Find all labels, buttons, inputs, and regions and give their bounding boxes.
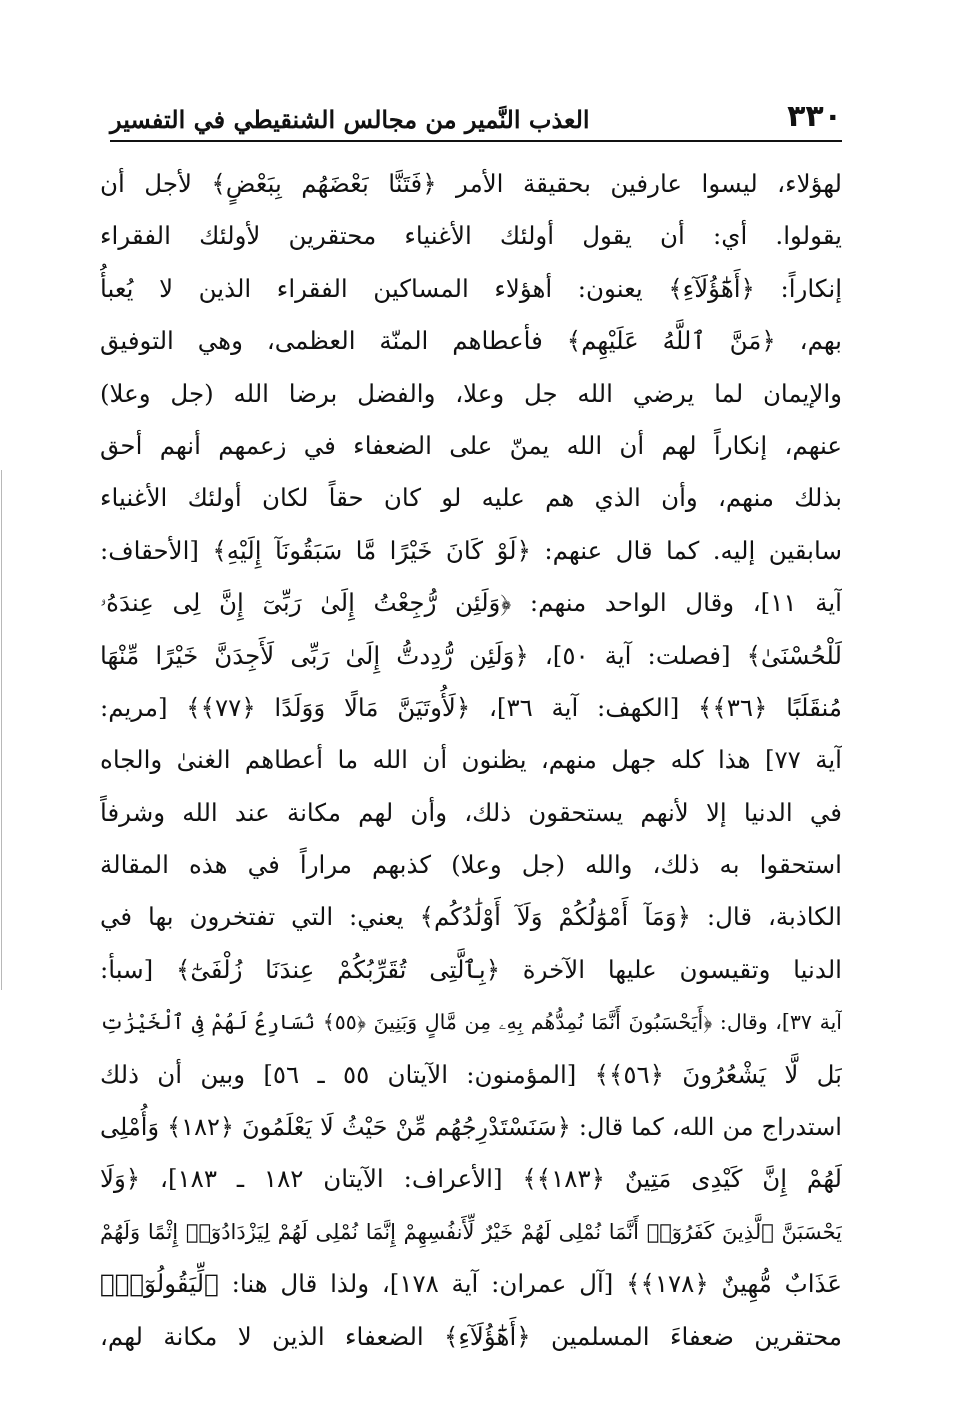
text-line: آية ١١]، وقال الواحد منهم: ﴿وَلَئِن رُّجِعْتُ إِلَىٰ رَبِّىٓ إِنَّ لِى عِندَهُۥ: [100, 588, 842, 618]
text-line: يَحْسَبَنَّ ٱلَّذِينَ كَفَرُوٓا۟ أَنَّمَا نُمْلِى لَهُمْ خَيْرٌ لِّأَنفُسِهِمْ إِنَّمَا نُمْلِى لَهُمْ لِيَزْدَادُوٓا۟ إِثْمًا وَلَهُمْ: [100, 1219, 842, 1244]
text-line: بَل لَّا يَشْعُرُونَ ﴿٥٦﴾﴾ [المؤمنون: الآيتان ٥٥ ـ ٥٦] وبين أن ذلك: [100, 1059, 842, 1089]
text-line: لَلْحُسْنَىٰ﴾ [فصلت: آية ٥٠]، ﴿وَلَئِن رُّدِدتُّ إِلَىٰ رَبِّى لَأَجِدَنَّ خَيْرًا مِّنْهَا: [100, 640, 842, 670]
text-line: لَهُمْ إِنَّ كَيْدِى مَتِينٌ ﴿١٨٣﴾﴾ [الأعراف: الآيتان ١٨٢ ـ ١٨٣]، ﴿وَلَا: [100, 1164, 842, 1194]
text-line: استحقوا به ذلك، والله (جل وعلا) كذبهم مراراً في هذه المقالة: [100, 850, 842, 880]
text-line: الكاذبة، قال: ﴿وَمَآ أَمْوَٰلُكُمْ وَلَآ أَوْلَٰدُكُم﴾ يعني: التي تفتخرون بها في: [100, 902, 842, 932]
page-number: ٣٣٠: [787, 99, 842, 134]
text-line: الدنيا وتقيسون عليها الآخرة ﴿بِٱلَّتِى تُقَرِّبُكُمْ عِندَنَا زُلْفَىٰٓ﴾ [سبأ:: [100, 954, 842, 984]
text-line: بهم، ﴿مَنَّ ٱللَّهُ عَلَيْهِم﴾ فأعطاهم المنّة العظمى، وهي التوفيق: [100, 326, 842, 356]
text-line: بذلك منهم، وأن الذي هم عليه لو كان حقاً لكان أولئك الأغنياء: [100, 483, 842, 513]
text-line: إنكاراً: ﴿أَهَٰٓؤُلَآءِ﴾ يعنون: أهؤلاء المساكين الفقراء الذين لا يُعبأُ: [100, 273, 842, 303]
text-line: يقولوا. أي: أن يقول أولئك الأغنياء محتقرين لأولئك الفقراء: [100, 221, 842, 251]
body-text: [100, 158, 842, 1363]
text-line: استدراج من الله، كما قال: ﴿سَنَسْتَدْرِجُهُم مِّنْ حَيْثُ لَا يَعْلَمُونَ ﴿١٨٢﴾ وَأُمْلِى: [100, 1113, 842, 1142]
text-line: سابقين إليه. كما قال عنهم: ﴿لَوْ كَانَ خَيْرًا مَّا سَبَقُونَآ إِلَيْهِ﴾ [الأحقاف:: [100, 535, 842, 565]
text-line: في الدنيا إلا لأنهم يستحقون ذلك، وأن لهم مكانة عند الله وشرفاً: [100, 797, 842, 827]
text-line: عنهم، إنكاراً لهم أن الله يمنّ على الضعفاء في زعمهم أنهم أحق: [100, 430, 842, 460]
text-line: آية ٣٧]، وقال: ﴿أَيَحْسَبُونَ أَنَّمَا نُمِدُّهُم بِهِۦ مِن مَّالٍ وَبَنِينَ ﴿٥٥﴾ نُسَارِعُ لَهُمْ فِى ٱلْخَيْرَٰتِ: [100, 1010, 842, 1035]
text-line: مُنقَلَبًا ﴿٣٦﴾﴾ [الكهف: آية ٣٦]، ﴿لَأُوتَيَنَّ مَالًا وَوَلَدًا ﴿٧٧﴾﴾ [مريم:: [100, 692, 842, 722]
text-line: محتقرين ضعفاءَ المسلمين ﴿أَهَٰٓؤُلَآءِ﴾ الضعفاء الذين لا مكانة لهم،: [100, 1321, 842, 1351]
running-header: [110, 88, 842, 142]
text-line: لهؤلاء، ليسوا عارفين بحقيقة الأمر ﴿فَتَنَّا بَعْضَهُم بِبَعْضٍ﴾ لأجل أن: [100, 169, 842, 198]
text-line: آية ٧٧] هذا كله جهل منهم، يظنون أن الله ما أعطاهم الغنىٰ والجاه: [100, 745, 842, 775]
text-line: والإيمان لما يرضي الله جل وعلا، والفضل برضا الله (جل وعلا): [100, 378, 842, 408]
text-line: عَذَابٌ مُّهِينٌ ﴿١٧٨﴾﴾ [آل عمران: آية ١٧٨]، ولذا قال هنا: ﴿لِّيَقُولُوٓا۟﴾: [100, 1269, 842, 1299]
page-edge-shadow: [1, 470, 2, 990]
book-title: العذب النَّمير من مجالس الشنقيطي في التفسير: [110, 105, 590, 134]
